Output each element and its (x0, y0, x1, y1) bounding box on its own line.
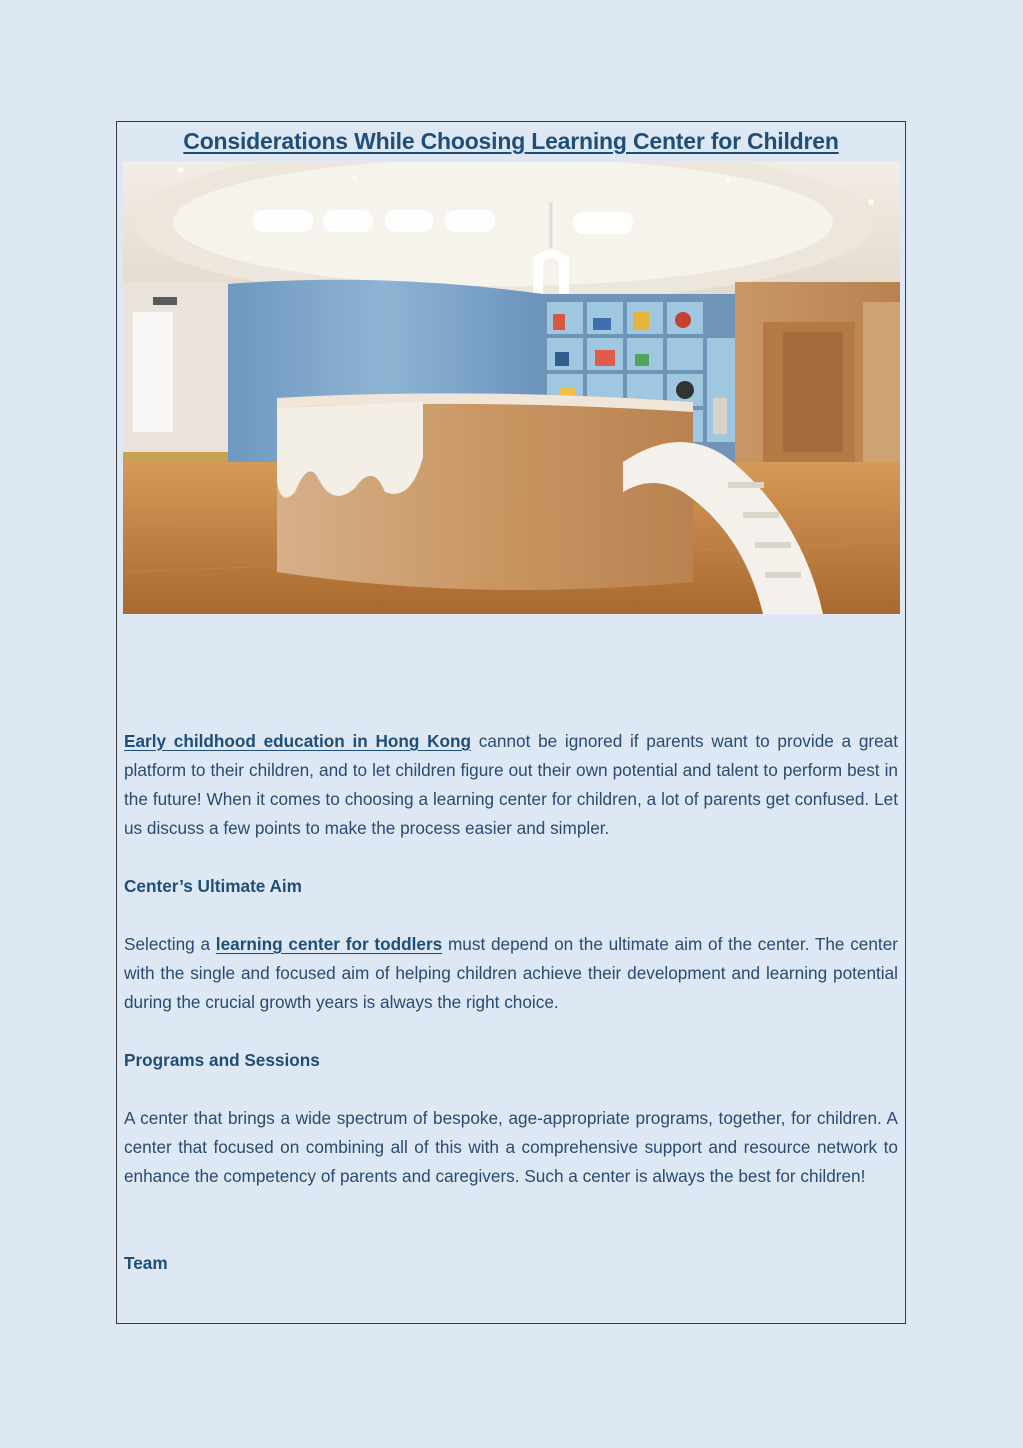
programs-text: A center that brings a wide spectrum of bespoke, age-appropriate programs, together, for children. A center that focused on combining all of this with a comprehensive support and resource network to enhance the competency of parents and caregivers. Such a center is always the best for children! (124, 1108, 898, 1186)
page-frame (116, 121, 906, 1324)
early-childhood-link[interactable]: Early childhood education in Hong Kong (124, 731, 472, 751)
heading-text: Team (124, 1253, 168, 1273)
aim-text: must depend on the ultimate aim of the center. The center with the single and focused aim of helping children achieve their development and learning potential during the crucial growth years is always the right choice. (124, 934, 898, 1012)
heading-text: Programs and Sessions (124, 1050, 320, 1070)
reception-photo (123, 162, 900, 614)
heading-text: Center’s Ultimate Aim (124, 876, 302, 896)
section-heading-aim (124, 872, 898, 901)
page-title: Considerations While Choosing Learning Center for Children (183, 128, 839, 154)
programs-paragraph (124, 1104, 898, 1191)
aim-paragraph (124, 930, 898, 1017)
intro-paragraph (124, 727, 898, 843)
aim-before-link: Selecting a (124, 934, 216, 954)
toddlers-link[interactable]: learning center for toddlers (215, 934, 443, 954)
section-heading-team (124, 1249, 898, 1278)
intro-text: cannot be ignored if parents want to provide a great platform to their children, and to let children figure out their own potential and talent to perform best in the future! When it comes to choosing a learning center for children, a lot of parents get confused. Let us discuss a few points to make the process easier and simpler. (124, 731, 898, 838)
section-heading-programs (124, 1046, 898, 1075)
